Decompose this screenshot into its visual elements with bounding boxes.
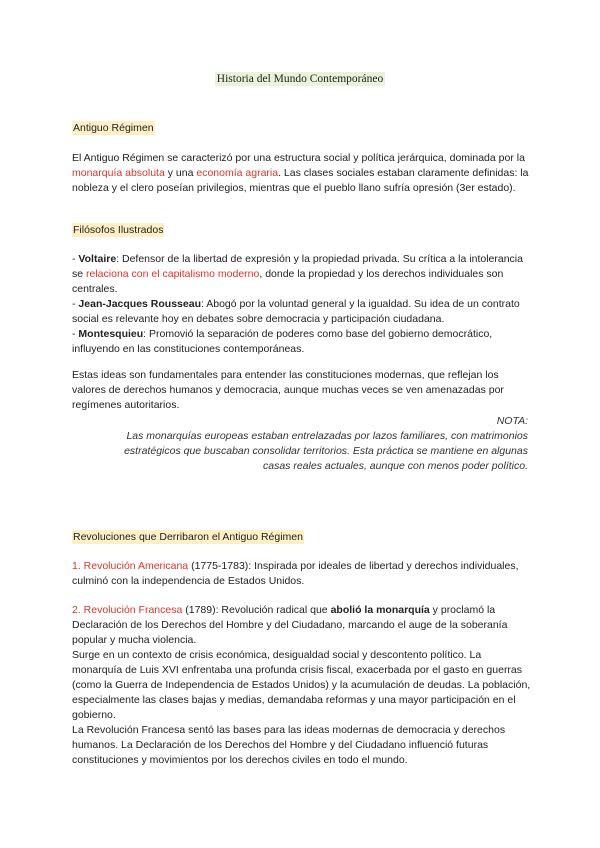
section-heading: Filósofos Ilustrados	[73, 224, 164, 236]
list-item-rousseau: - Jean-Jacques Rousseau: Abogó por la voluntad general y la igualdad. Su idea de un contrato social es relevante hoy en debates sobre democracia y participación ciudadana.	[72, 298, 520, 325]
text-run: : Defensor de la libertad de expresión y la propiedad privada. Su crítica a la intolerancia se	[72, 253, 523, 280]
section-heading: Revoluciones que Derribaron el Antiguo Régimen	[73, 531, 303, 543]
page-title-text: Historia del Mundo Contemporáneo	[216, 73, 384, 85]
francesa-context: Surge en un contexto de crisis económica, desigualdad social y descontento político. La monarquía de Luis XVI enfrentaba una profunda crisis fiscal, exacerbada por el gasto en guerras (como la Guerra de Independencia de Estados Unidos) y la acumulación de deudas. La población, especialmente las clases bajas y medias, demandaba reformas y una mayor participación en el gobierno.	[72, 649, 531, 721]
highlight-monarquia: monarquía absoluta	[72, 167, 165, 179]
note-block	[96, 414, 528, 474]
text-run: : Promovió la separación de poderes como base del gobierno democrático, influyendo en las constituciones contemporáneas.	[72, 328, 493, 355]
filosofos-closing	[72, 368, 532, 413]
text-run: y una	[164, 167, 197, 179]
filosofos-list	[72, 252, 532, 357]
revolucion-americana	[72, 559, 532, 589]
list-item-montesquieu: - Montesquieu: Promovió la separación de poderes como base del gobierno democrático, influyendo en las constituciones contemporáneas.	[72, 328, 493, 355]
text-run: : Abogó por la voluntad general y la igualdad. Su idea de un contrato social es relevante hoy en debates sobre democracia y participación ciudadana.	[72, 298, 520, 325]
revolution-title: 1. Revolución Americana	[72, 560, 189, 572]
text-run: y proclamó la Declaración de los Derechos del Hombre y del Ciudadano, marcando el auge de la soberanía popular y mucha violencia.	[72, 604, 508, 646]
section-heading: Antiguo Régimen	[73, 122, 154, 134]
note-text: Las monarquías europeas estaban entrelazadas por lazos familiares, con matrimonios estratégicos que buscaban consolidar territorios. Esta práctica se mantiene en algunas casas reales actuales, aunque con menos poder político.	[124, 430, 528, 472]
antiguo-paragraph	[72, 151, 532, 196]
page-title	[0, 72, 600, 87]
revolucion-francesa	[72, 603, 532, 768]
section-filosofos	[72, 223, 532, 238]
revolution-title: 2. Revolución Francesa	[72, 604, 183, 616]
bold-phrase: abolió la monarquía	[330, 604, 430, 616]
text-run: (1789): Revolución radical que	[182, 604, 331, 616]
highlight-capitalismo: relaciona con el capitalismo moderno	[86, 268, 260, 280]
section-antiguo-regimen	[72, 121, 532, 136]
francesa-legacy: La Revolución Francesa sentó las bases para las ideas modernas de democracia y derechos humanos. La Declaración de los Derechos del Hombre y del Ciudadano influenció futuras constituciones y movimientos por los derechos civiles en todo el mundo.	[72, 724, 506, 766]
section-revoluciones	[72, 530, 532, 545]
text-run: . Las clases sociales estaban claramente definidas: la nobleza y el clero poseían privilegios, mientras que el pueblo llano sufría opresión (3er estado).	[72, 167, 529, 194]
philosopher-name: Voltaire	[78, 253, 117, 265]
text-run: (1775-1783): Inspirada por ideales de libertad y derechos individuales, culminó con la independencia de Estados Unidos.	[72, 560, 519, 587]
note-label: NOTA:	[496, 415, 528, 427]
closing-paragraph: Estas ideas son fundamentales para entender las constituciones modernas, que reflejan los valores de derechos humanos y democracia, aunque muchas veces se ven amenazadas por regímenes autoritarios.	[72, 369, 504, 411]
text-run: , donde la propiedad y los derechos individuales son centrales.	[72, 268, 504, 295]
philosopher-name: Montesquieu	[78, 328, 144, 340]
text-run: El Antiguo Régimen se caracterizó por una estructura social y política jerárquica, dominada por la	[72, 152, 525, 164]
list-item-voltaire: - Voltaire: Defensor de la libertad de expresión y la propiedad privada. Su crítica a la intolerancia se relaciona con el capitalismo moderno, donde la propiedad y los derechos individuales son centrales.	[72, 253, 523, 295]
highlight-economia: economía agraria	[196, 167, 279, 179]
philosopher-name: Jean-Jacques Rousseau	[78, 298, 201, 310]
